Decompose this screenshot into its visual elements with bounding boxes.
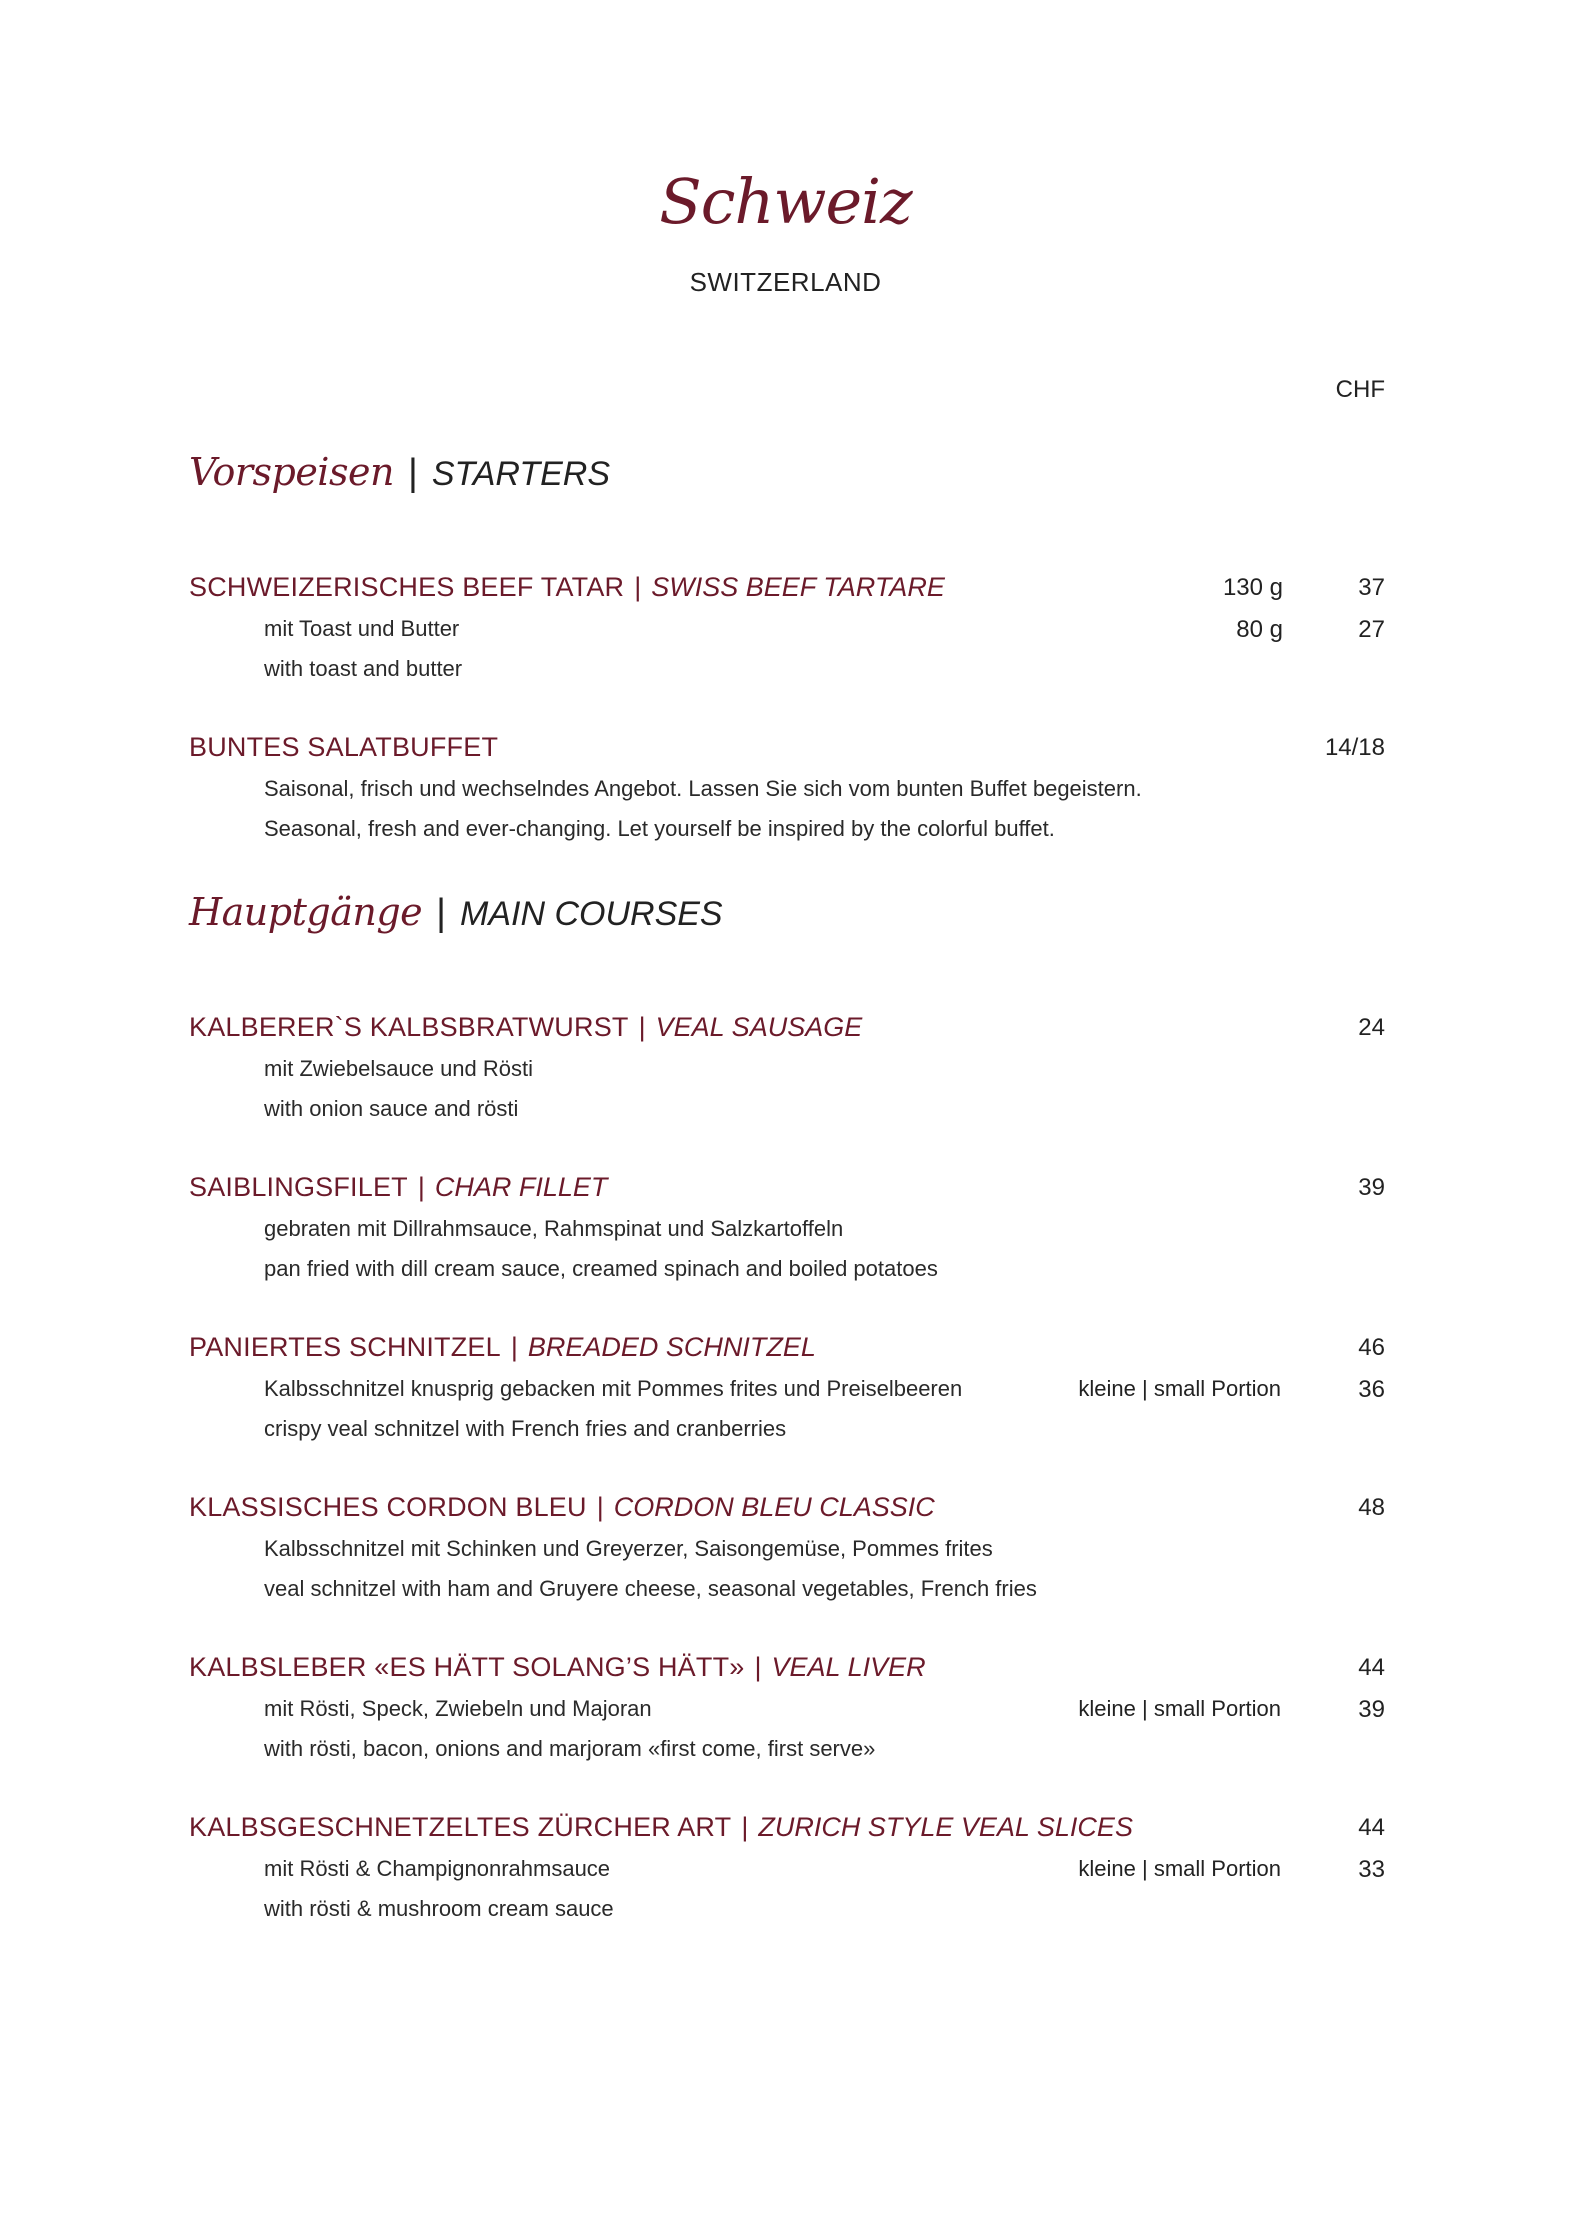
section-title-de: Hauptgänge	[189, 890, 423, 934]
item-name-en: SWISS BEEF TARTARE	[651, 572, 945, 602]
item-price: 44	[1358, 1654, 1385, 1681]
section-heading-main-courses	[189, 890, 723, 935]
small-portion-label: kleine | small Portion	[1078, 1696, 1281, 1721]
section-title-en: MAIN COURSES	[460, 895, 723, 933]
item-name-en: ZURICH STYLE VEAL SLICES	[758, 1812, 1133, 1842]
item-name-de: KLASSISCHES CORDON BLEU	[189, 1492, 587, 1522]
item-description-de: mit Zwiebelsauce und Rösti	[264, 1056, 534, 1081]
item-description-en: crispy veal schnitzel with French fries and cranberries	[264, 1416, 787, 1441]
item-name-en: CHAR FILLET	[434, 1172, 608, 1202]
item-description-de: Kalbsschnitzel knusprig gebacken mit Pommes frites und Preiselbeeren	[264, 1376, 963, 1401]
item-separator: |	[634, 572, 642, 602]
item-separator: |	[741, 1812, 749, 1842]
item-description-de: mit Rösti & Champignonrahmsauce	[264, 1856, 611, 1881]
menu-item-title	[189, 1332, 816, 1363]
item-name-de: KALBSLEBER «ES HÄTT SOLANG’S HÄTT»	[189, 1652, 745, 1682]
item-price: 14/18	[1324, 734, 1385, 761]
item-price: 24	[1358, 1014, 1385, 1041]
page-subtitle: SWITZERLAND	[689, 267, 882, 297]
item-description-en: with rösti & mushroom cream sauce	[264, 1896, 614, 1921]
item-name-de: KALBSGESCHNETZELTES ZÜRCHER ART	[189, 1812, 732, 1842]
item-name-en: CORDON BLEU CLASSIC	[613, 1492, 935, 1522]
item-name-en: BREADED SCHNITZEL	[527, 1332, 816, 1362]
small-portion-price: 39	[1358, 1696, 1385, 1723]
item-name-de: PANIERTES SCHNITZEL	[189, 1332, 501, 1362]
section-title-de: Vorspeisen	[189, 450, 394, 494]
menu-item-title	[189, 1172, 607, 1203]
item-name-en: VEAL LIVER	[771, 1652, 926, 1682]
menu-item-title	[189, 1652, 926, 1683]
item-separator: |	[754, 1652, 762, 1682]
item-price: 39	[1358, 1174, 1385, 1201]
item-price: 37	[1358, 574, 1385, 601]
item-price-small: 27	[1358, 616, 1385, 643]
item-description-de: Saisonal, frisch und wechselndes Angebot. Lassen Sie sich vom bunten Buffet begeistern.	[264, 776, 1142, 801]
item-name-en: VEAL SAUSAGE	[655, 1012, 863, 1042]
item-description-en: with toast and butter	[264, 656, 463, 681]
small-portion-label: kleine | small Portion	[1078, 1856, 1281, 1881]
item-description-de: mit Rösti, Speck, Zwiebeln und Majoran	[264, 1696, 652, 1721]
item-price: 48	[1358, 1494, 1385, 1521]
item-description-en: with onion sauce and rösti	[264, 1096, 519, 1121]
item-price: 44	[1358, 1814, 1385, 1841]
item-name-de: SAIBLINGSFILET	[189, 1172, 408, 1202]
item-description-en: with rösti, bacon, onions and marjoram «first come, first serve»	[264, 1736, 876, 1761]
item-name-de: BUNTES SALATBUFFET	[189, 732, 499, 762]
item-separator: |	[510, 1332, 518, 1362]
section-separator: |	[407, 452, 418, 494]
menu-item-title	[189, 1012, 862, 1043]
item-quantity: 130 g	[1222, 574, 1283, 601]
item-description-de: mit Toast und Butter	[264, 616, 460, 641]
menu-item-title	[189, 572, 945, 603]
item-description-en: veal schnitzel with ham and Gruyere cheese, seasonal vegetables, French fries	[264, 1576, 1037, 1601]
section-title-en: STARTERS	[431, 455, 611, 493]
menu-item-title	[189, 1492, 935, 1523]
item-separator: |	[417, 1172, 425, 1202]
small-portion-label: kleine | small Portion	[1078, 1376, 1281, 1401]
item-name-de: KALBERER`S KALBSBRATWURST	[189, 1012, 629, 1042]
item-separator: |	[638, 1012, 646, 1042]
currency-label: CHF	[1335, 376, 1385, 403]
item-separator: |	[596, 1492, 604, 1522]
item-description-de: Kalbsschnitzel mit Schinken und Greyerzer, Saisongemüse, Pommes frites	[264, 1536, 993, 1561]
section-heading-starters	[189, 450, 610, 495]
item-description-en: pan fried with dill cream sauce, creamed spinach and boiled potatoes	[264, 1256, 938, 1281]
item-quantity-small: 80 g	[1236, 616, 1283, 643]
item-name-de: SCHWEIZERISCHES BEEF TATAR	[189, 572, 625, 602]
small-portion-price: 33	[1358, 1856, 1385, 1883]
item-description-en: Seasonal, fresh and ever-changing. Let yourself be inspired by the colorful buffet.	[264, 816, 1055, 841]
menu-item-title	[189, 732, 498, 763]
section-separator: |	[436, 892, 447, 934]
item-price: 46	[1358, 1334, 1385, 1361]
item-description-de: gebraten mit Dillrahmsauce, Rahmspinat und Salzkartoffeln	[264, 1216, 844, 1241]
page-title: Schweiz	[659, 165, 912, 238]
menu-item-title	[189, 1812, 1133, 1843]
small-portion-price: 36	[1358, 1376, 1385, 1403]
